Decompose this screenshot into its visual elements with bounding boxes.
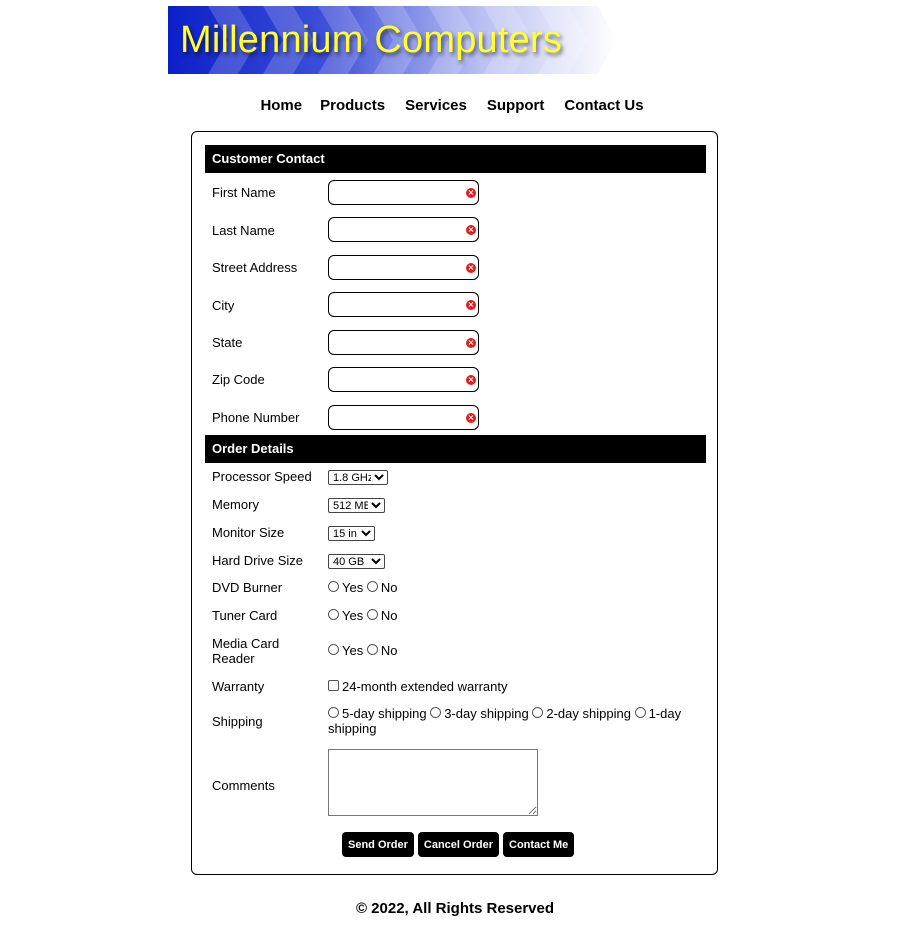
hard-drive-size-label: Hard Drive Size [212,553,304,568]
contact-me-button[interactable]: Contact Me [503,832,574,857]
last-name-box [328,217,479,242]
comments-label: Comments [212,778,275,793]
state-box [328,330,479,355]
error-x-icon: × [467,300,475,309]
shipping-5day-radio[interactable] [328,707,339,718]
first-name-box [328,180,479,205]
street-address-label: Street Address [212,260,298,275]
street-address-box [328,255,479,280]
cancel-order-button[interactable]: Cancel Order [418,832,499,857]
processor-speed-label: Processor Speed [212,469,312,484]
city-input[interactable] [333,294,463,315]
footer-copyright: © 2022, All Rights Reserved [355,900,555,917]
dvd-yes-label: Yes [342,580,364,595]
nav-products[interactable]: Products [320,97,386,114]
zip-code-input[interactable] [333,369,463,390]
shipping-1day-radio[interactable] [635,707,646,718]
warranty-option-label: 24-month extended warranty [342,679,508,694]
nav-home[interactable]: Home [260,97,303,114]
tuner-yes-label: Yes [342,608,364,623]
order-form [191,131,718,875]
zip-code-box [328,367,479,392]
comments-textarea[interactable] [328,749,538,816]
error-x-icon: × [467,225,475,234]
error-x-icon: × [467,263,475,272]
site-title: Millennium Computers [180,19,563,61]
site-banner [168,6,616,74]
dvd-no-label: No [380,580,398,595]
phone-number-input[interactable] [333,407,463,428]
shipping-1day-label: 1-day shipping [328,706,682,736]
shipping-5day-label: 5-day shipping [342,706,427,721]
main-nav [0,96,904,116]
media-no-radio[interactable] [367,644,378,655]
tuner-no-radio[interactable] [367,609,378,620]
city-label: City [212,298,235,313]
warranty-checkbox[interactable] [328,680,339,691]
send-order-button[interactable]: Send Order [342,832,414,857]
error-x-icon: × [467,188,475,197]
media-card-reader-label: Media Card Reader [212,636,280,666]
error-x-icon: × [467,375,475,384]
form-buttons [342,832,574,857]
dvd-yes-radio[interactable] [328,581,339,592]
tuner-no-label: No [380,608,398,623]
monitor-size-select[interactable] [328,526,375,541]
city-box [328,292,479,317]
last-name-label: Last Name [212,223,275,238]
dvd-burner-label: DVD Burner [212,580,283,595]
error-x-icon: × [467,413,475,422]
state-label: State [212,335,243,350]
monitor-size-label: Monitor Size [212,525,285,540]
zip-code-label: Zip Code [212,372,265,387]
shipping-3day-radio[interactable] [430,707,441,718]
nav-support[interactable]: Support [486,97,545,114]
tuner-yes-radio[interactable] [328,609,339,620]
media-yes-label: Yes [342,643,364,658]
first-name-label: First Name [212,185,276,200]
nav-contact-us[interactable]: Contact Us [564,97,644,114]
shipping-2day-radio[interactable] [532,707,543,718]
state-input[interactable] [333,332,463,353]
dvd-no-radio[interactable] [367,581,378,592]
shipping-2day-label: 2-day shipping [546,706,631,721]
tuner-card-label: Tuner Card [212,608,278,623]
hard-drive-size-select[interactable] [328,554,385,569]
phone-number-label: Phone Number [212,410,300,425]
nav-services[interactable]: Services [405,97,467,114]
error-x-icon: × [467,338,475,347]
media-no-label: No [380,643,398,658]
first-name-input[interactable] [333,182,463,203]
last-name-input[interactable] [333,219,463,240]
street-address-input[interactable] [333,257,463,278]
order-details-heading: Order Details [205,435,706,463]
warranty-label: Warranty [212,679,265,694]
shipping-3day-label: 3-day shipping [444,706,529,721]
memory-select[interactable] [328,498,385,513]
processor-speed-select[interactable] [328,470,388,485]
media-yes-radio[interactable] [328,644,339,655]
memory-label: Memory [212,497,259,512]
customer-contact-heading: Customer Contact [205,145,706,173]
phone-number-box [328,405,479,430]
shipping-label: Shipping [212,714,263,729]
